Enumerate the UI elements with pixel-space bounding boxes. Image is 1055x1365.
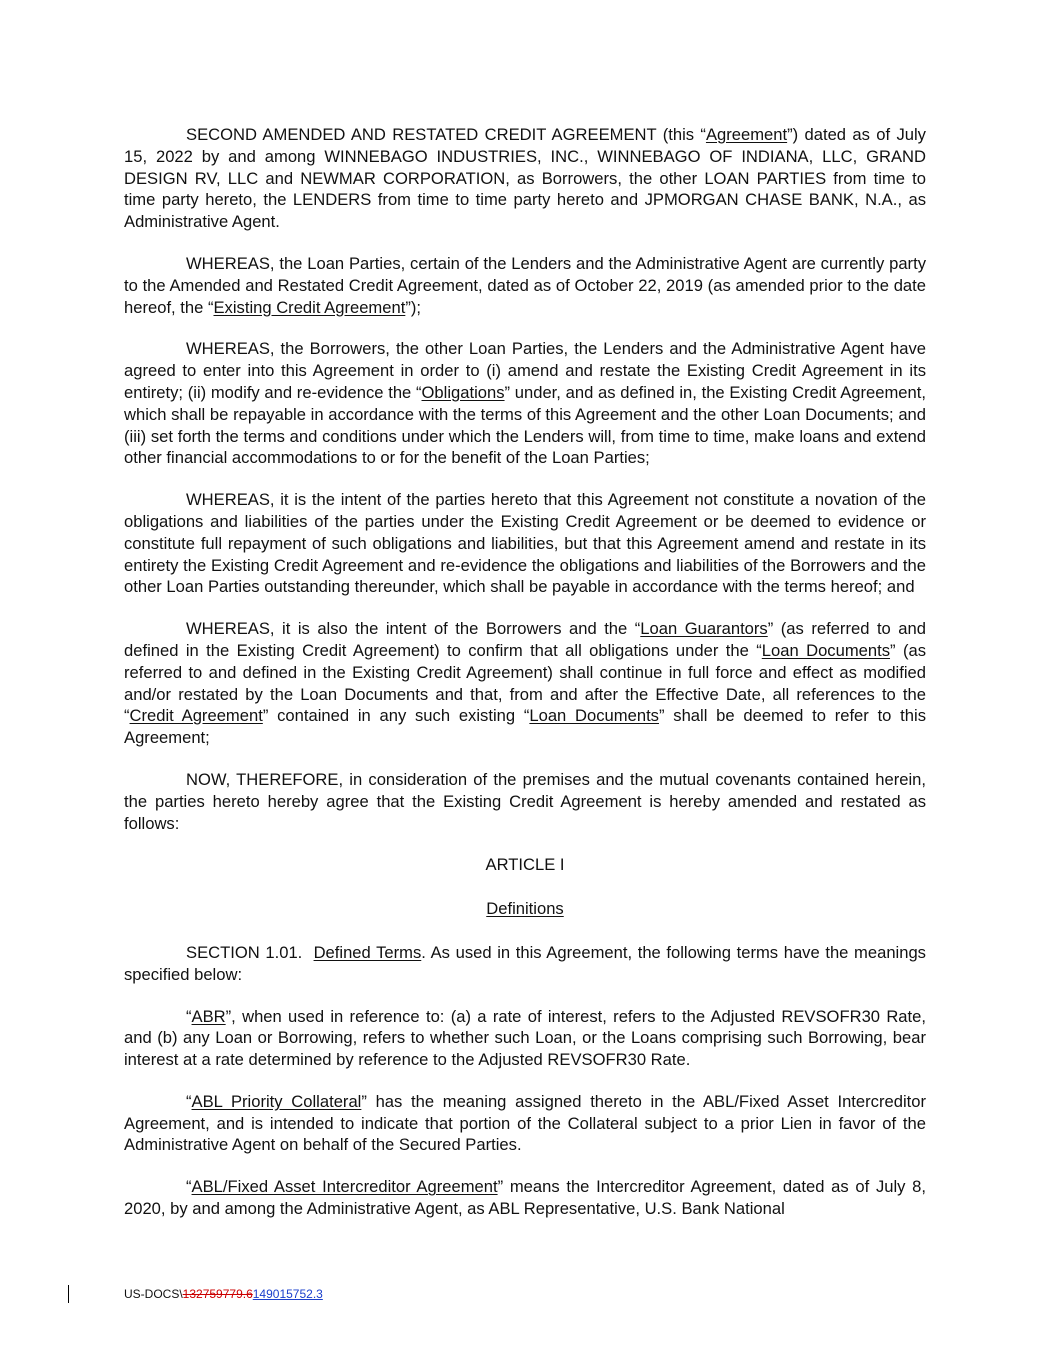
section-title: Defined Terms bbox=[313, 942, 422, 962]
defined-term: ABR bbox=[191, 1006, 226, 1026]
text-run: ”); bbox=[405, 297, 421, 317]
text-run: ”) dated as of July 15, 2022 by and among WINNEBAGO INDUSTRIES, INC., WINNEBAGO OF INDIANA, LLC, GRAND DESIGN RV, LLC and NEWMAR CORPORATION, as Borrowers, the other LOAN PARTIES from time to time party hereto, the LENDERS from time to time party hereto and JPMORGAN CHASE BANK, N.A., as Administrative Agent. bbox=[124, 125, 926, 232]
article-heading: ARTICLE I bbox=[485, 855, 565, 875]
change-bar bbox=[68, 1285, 69, 1303]
section-paragraph bbox=[124, 942, 926, 986]
whereas-paragraph-2 bbox=[124, 338, 926, 469]
definition-abl-priority-collateral bbox=[124, 1091, 926, 1156]
whereas-paragraph-1 bbox=[124, 253, 926, 318]
text-run: ” has the meaning assigned thereto in the ABL/Fixed Asset Intercreditor Agreement, and is intended to indicate that portion of the Collateral subject to a prior Lien in favor of the Administrative Agent on behalf of the Secured Parties. bbox=[124, 1091, 926, 1155]
text-run: ” (as referred to and defined in the Existing Credit Agreement) to confirm that all obligations under the “ bbox=[124, 619, 926, 660]
footer-inserted-id: 149015752.3 bbox=[252, 1287, 323, 1301]
defined-term: Loan Documents bbox=[529, 706, 659, 726]
defined-term: Existing Credit Agreement bbox=[213, 297, 406, 317]
text-run: “ bbox=[186, 1091, 192, 1111]
text-run: ” shall be deemed to refer to this Agreement; bbox=[124, 706, 926, 748]
definition-abr bbox=[124, 1006, 926, 1071]
text-run: . As used in this Agreement, the following terms have the meanings specified below: bbox=[124, 942, 926, 984]
text-run: “ bbox=[186, 1177, 192, 1197]
section-number: SECTION 1.01. bbox=[186, 942, 314, 962]
text-run: WHEREAS, the Borrowers, the other Loan Parties, the Lenders and the Administrative Agent have agreed to enter into this Agreement in order to (i) amend and restate the Existing Credit Agreement in its entirety; (ii) modify and re-evidence the “ bbox=[124, 339, 926, 402]
text-run: ” contained in any such existing “ bbox=[262, 706, 530, 726]
whereas-paragraph-3: WHEREAS, it is the intent of the parties hereto that this Agreement not constitute a novation of the obligations and liabilities of the parties under the Existing Credit Agreement or be deemed to evidence or constitute full repayment of such obligations and liabilities, but that this Agreement amend and restate in its entirety the Existing Credit Agreement and re-evidence the obligations and liabilities of the Borrowers and the other Loan Parties outstanding thereunder, which shall be payable in accordance with the terms hereof; and bbox=[124, 490, 926, 597]
text-run: WHEREAS, the Loan Parties, certain of the Lenders and the Administrative Agent are currently party to the Amended and Restated Credit Agreement, dated as of October 22, 2019 (as amended prior to the date hereof, the “ bbox=[124, 253, 926, 317]
defined-term: Credit Agreement bbox=[129, 706, 263, 726]
definition-abl-intercreditor-agreement bbox=[124, 1176, 926, 1220]
footer-deleted-id: 132759779.6 bbox=[182, 1287, 253, 1301]
text-run: “ bbox=[186, 1006, 192, 1026]
defined-term: ABL Priority Collateral bbox=[191, 1091, 362, 1111]
defined-term: Loan Guarantors bbox=[640, 619, 768, 639]
document-footer-id bbox=[124, 1287, 323, 1301]
footer-prefix: US-DOCS\ bbox=[124, 1287, 183, 1301]
defined-term: Loan Documents bbox=[761, 640, 891, 660]
article-subheading bbox=[124, 898, 926, 920]
defined-term: Obligations bbox=[421, 382, 505, 402]
text-run: ” means the Intercreditor Agreement, dated as of July 8, 2020, by and among the Administrative Agent, as ABL Representative, U.S. Bank National bbox=[124, 1177, 927, 1219]
defined-term: Agreement bbox=[705, 125, 788, 144]
text-run: ” under, and as defined in, the Existing Credit Agreement, which shall be repayable in accordance with the terms of this Agreement and the other Loan Documents; and (iii) set forth the terms and conditions under which the Lenders will, from time to time, make loans and extend other financial accommodations to or for the benefit of the Loan Parties; bbox=[124, 382, 926, 468]
now-therefore-paragraph: NOW, THEREFORE, in consideration of the premises and the mutual covenants contained herein, the parties hereto hereby agree that the Existing Credit Agreement is hereby amended and restated as follows: bbox=[124, 769, 926, 833]
article-title: Definitions bbox=[486, 899, 564, 919]
document-body bbox=[124, 124, 926, 1240]
preamble-paragraph bbox=[124, 124, 926, 233]
defined-term: ABL/Fixed Asset Intercreditor Agreement bbox=[191, 1177, 498, 1197]
text-run: ”, when used in reference to: (a) a rate of interest, refers to the Adjusted REVSOFR30 Rate, and (b) any Loan or Borrowing, refers to whether such Loan, or the Loans comprising such Borrowing, bear interest at a rate determined by reference to the Adjusted REVSOFR30 Rate. bbox=[124, 1006, 926, 1070]
text-run: SECOND AMENDED AND RESTATED CREDIT AGREEMENT (this “ bbox=[186, 125, 706, 144]
text-run: WHEREAS, it is also the intent of the Borrowers and the “ bbox=[186, 619, 641, 639]
text-run: ” (as referred to and defined in the Existing Credit Agreement) shall continue in full force and effect as modified and/or restated by the Loan Documents and that, from and after the Effective Date, all references to the “ bbox=[124, 640, 926, 726]
whereas-paragraph-4 bbox=[124, 618, 926, 749]
